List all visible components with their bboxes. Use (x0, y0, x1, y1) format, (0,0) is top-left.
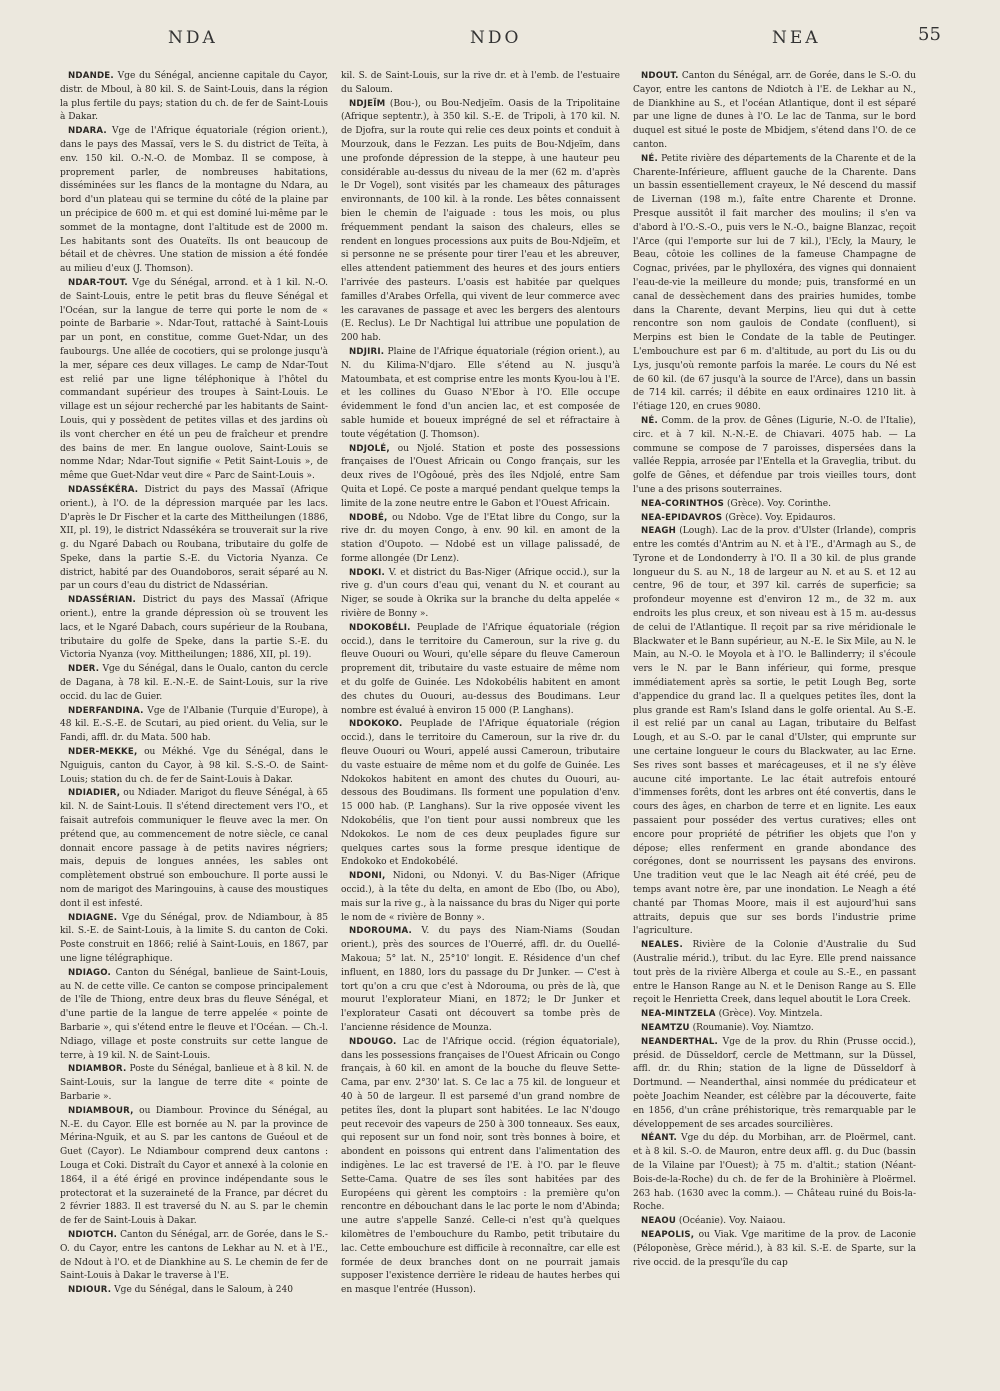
entry-headword: NDIOUR. (68, 1285, 112, 1296)
entry-text: District du pays des Massaï (Afrique orient.), entre la grande dépression où se trouvent les lacs, et le Ngaré Dabach, cours supérieur de la Roubana, tributaire du golfe de Speke, dans la partie S.-E. du Victoria Nyanza (voy. Mittheilungen; 1886, XII, pl. 19). (60, 595, 328, 661)
entry-text: Vge du Sénégal, arrond. et à 1 kil. N.-O. de Saint-Louis, entre le petit bras du fleuve Sénégal et l'Océan, sur la langue de terre qui porte le nom de « pointe de Barbarie ». Ndar-Tout, rattaché à Saint-Louis par un pont, en constitue, comme Guet-Ndar, un des faubourgs. Une allée de cocotiers, qui se prolonge jusqu'à la mer, sépare ces deux villages. Le camp de Ndar-Tout est relié par une ligne téléphonique à l'hôtel du commandant supérieur des troupes à Saint-Louis. Le village est un séjour recherché par les habitants de Saint-Louis, qui y possèdent de petites villas et des jardins où ils vont chercher en été un peu de fraîcheur et prendre des bains de mer. En langue ouolove, Saint-Louis se nomme Ndar; Ndar-Tout signifie « Petit Saint-Louis », de même que Guet-Ndar veut dire « Parc de Saint-Louis ». (60, 277, 328, 482)
dictionary-entry (60, 277, 328, 484)
dictionary-entry (341, 70, 620, 98)
dictionary-entry (633, 1229, 916, 1270)
column-1 (60, 70, 328, 1388)
dictionary-entry (341, 346, 620, 443)
entry-text: V. et district du Bas-Niger (Afrique occid.), sur la rive g. d'un cours d'eau qui, venant du N. et courant au Niger, se soude à Okrika sur la branche du delta appelée « rivière de Bonny ». (341, 567, 620, 620)
dictionary-entry (341, 98, 620, 346)
dictionary-entry (60, 787, 328, 911)
entry-headword: NDJOLÉ, (349, 443, 390, 454)
dictionary-entry (633, 512, 916, 526)
entry-text: (Grèce). Voy. Mintzela. (715, 1009, 823, 1020)
dictionary-entry (60, 705, 328, 746)
entry-text: (Lough). Lac de la prov. d'Ulster (Irlande), compris entre les comtés d'Antrim au N. et à l'E., d'Armagh au S., de Tyrone et de Londonderry à l'O. Il a 30 kil. de plus grande longueur du S. au N., 18 de largeur au N. et au S. et 12 au centre, 96 de tour, et 397 kil. carrés de superficie; sa profondeur moyenne est d'environ 12 m., de 32 m. aux endroits les plus creux, et son niveau est à 15 m. au-dessus de celui de l'Atlantique. Il reçoit par sa rive méridionale le Blackwater et le Bann supérieur, au N.-E. le Six Mile, au N. le Main, au N.-O. le Moyola et à l'O. le Ballinderry; il s'écoule vers le N. par le Bann inférieur, qui forme, presque immédiatement après sa sortie, le petit Lough Beg, sorte d'appendice du grand lac. Il a quelques petites îles, dont la plus grande est Ram's Island dans le golfe oriental. Au S.-E. il est relié par un canal au Lagan, tributaire du Belfast Lough, et au S.-O. par le canal d'Ulster, qui emprunte sur une certaine longueur le cours du Blackwater, au lac Erne. Ses rives sont basses et marécageuses, et il ne s'y élève aucune cité importante. Le lac était autrefois entouré d'immenses forêts, dont les arbres ont été convertis, dans le cours des âges, en charbon de terre et en lignite. Les eaux passaient pour posséder des vertus curatives; elles ont encore pour propriété de pétrifier les objets que l'on y dépose; elles renferment en grande abondance des corégones, dont se nourrissent les paysans des environs. Une tradition veut que le lac Neagh ait été créé, peu de temps avant notre ère, par une inondation. Le Neagh a été chanté par Thomas Moore, mais il est aujourd'hui sans attraits, depuis que sur ses bords l'industrie prime l'agriculture. (633, 526, 916, 937)
entry-text: (Bou-), ou Bou-Nedjeïm. Oasis de la Tripolitaine (Afrique septentr.), à 350 kil. S.-E. de Tripoli, à 170 kil. N. de Djofra, sur la route qui relie ces deux points et conduit à Mourzouk, dans le Fezzan. Les puits de Bou-Ndjeïm, dans une profonde dépression de la steppe, à une hauteur peu considérable au-dessus du niveau de la mer (62 m. d'après le Dr Vogel), sont visités par les chameaux des pâturages environnants, de 100 kil. à la ronde. Les bêtes connaissent bien le chemin de l'aiguade : tous les mois, ou plus fréquemment pendant la saison des chaleurs, elles se rendent en longues processions aux puits de Bou-Ndjeïm, et si personne ne se présente pour tirer l'eau et les abreuver, elles attendent patiemment des heures et des jours entiers l'arrivée des pasteurs. L'oasis est habitée par quelques familles d'Arabes Orfella, qui vivent de leur commerce avec les caravanes de passage et avec les bergers des alentours (E. Reclus). Le Dr Nachtigal lui attribue une population de 200 hab. (341, 98, 620, 344)
dictionary-entry (60, 663, 328, 704)
page-number: 55 (918, 24, 941, 45)
entry-headword: NEA-CORINTHOS (641, 498, 725, 509)
entry-text: Vge du Sénégal, ancienne capitale du Cayor, distr. de Mboul, à 80 kil. S. de Saint-Louis, dans la région la plus fertile du pays; station du ch. de fer de Saint-Louis à Dakar. (60, 71, 328, 123)
entry-headword: NDER. (68, 664, 100, 675)
entry-text: Petite rivière des départements de la Charente et de la Charente-Inférieure, affluent gauche de la Charente. Dans un bassin essentiellement crayeux, le Né descend du massif de Livernan (198 m.), faîte entre Charente et Dronne. Presque aussitôt il fait marcher des moulins; il s'en va d'abord à l'O.-S.-O., puis vers le N.-O., baigne Blanzac, reçoit l'Arce (qui l'emporte sur lui de 7 kil.), l'Ecly, la Maury, le Beau, côtoie les collines de la fameuse Champagne de Cognac, privées, par le phylloxéra, des vignes qui donnaient l'eau-de-vie la meilleure du monde; puis, transformé en un canal de dessèchement dans des prairies humides, tombe dans la Charente, devant Merpins, lieu qui dut à cette rencontre son nom gaulois de Condate (confluent), si Merpins est bien le Condate de la table de Peutinger. L'embouchure est par 6 m. d'altitude, au port du Lis ou du Lys, jusqu'où remonte parfois la marée. Le cours du Né est de 60 kil. (de 67 jusqu'à la source de l'Arce), dans un bassin de 714 kil. carrés; il débite en eaux ordinaires 1210 lit. à l'étiage 120, en crues 9080. (633, 153, 916, 413)
dictionary-entry (341, 443, 620, 512)
entry-text: Vge de la prov. du Rhin (Prusse occid.), présid. de Düsseldorf, cercle de Mettmann, sur la Düssel, affl. dr. du Rhin; station de la ligne de Düsseldorf à Dortmund. — Neanderthal, ainsi nommée du prédicateur et poète Joachim Neander, est célèbre par la découverte, faite en 1856, d'un crâne préhistorique, très remarquable par le développement de ses arcades sourcilières. (633, 1036, 916, 1130)
entry-text: ou Viak. Vge maritime de la prov. de Laconie (Péloponèse, Grèce mérid.), à 83 kil. S.-E. de Sparte, sur la rive occid. de la presqu'île du cap (633, 1229, 916, 1268)
entry-headword: NEAMTZU (641, 1022, 690, 1033)
entry-headword: NEA-EPIDAVROS (641, 512, 723, 523)
dictionary-entry (341, 718, 620, 870)
dictionary-entry (633, 1132, 916, 1215)
entry-text: ou Ndobo. Vge de l'Etat libre du Congo, sur la rive dr. du moyen Congo, à env. 90 kil. en amont de la station d'Oupoto. — Ndobé est un village palissadé, de forme allongée (Dr Lenz). (341, 512, 620, 564)
entry-headword: NDOUT. (641, 71, 679, 81)
entry-headword: NEALES. (641, 940, 683, 951)
dictionary-entry (633, 1036, 916, 1133)
dictionary-entry (341, 512, 620, 567)
entry-text: Vge du dép. du Morbihan, arr. de Ploërmel, cant. et à 8 kil. S.-O. de Mauron, entre deux affl. g. du Duc (bassin de la Vilaine par l'Ouest); à 75 m. d'altit.; station (Néant-Bois-de-la-Roche) du ch. de fer de la Brohinière à Ploërmel. 263 hab. (1630 avec la comm.). — Château ruiné du Bois-la-Roche. (633, 1133, 916, 1213)
dictionary-entry (60, 1063, 328, 1104)
dictionary-entry (60, 746, 328, 787)
dictionary-entry (60, 594, 328, 663)
running-head-right: NEA (772, 28, 821, 48)
entry-text: ou Mékhé. Vge du Sénégal, dans le Nguiguis, canton du Cayor, à 98 kil. S.-S.-O. de Saint-Louis; station du ch. de fer de Saint-Louis à Dakar. (60, 747, 328, 785)
entry-headword: NDOUGO. (349, 1036, 397, 1047)
entry-text: Lac de l'Afrique occid. (région équatoriale), dans les possessions françaises de l'Ouest Africain ou Congo français, à 60 kil. en amont de la bouche du fleuve Sette-Cama, par env. 2°30' lat. S. Ce lac a 75 kil. de longueur et 40 à 50 de largeur. Il est parsemé d'un grand nombre de petites îles, dont la plupart sont habitées. Le lac N'dougo peut recevoir des vapeurs de 250 à 300 tonneaux. Ses eaux, qui reposent sur un fond noir, sont très bonnes à boire, et abondent en poissons qui entrent dans l'alimentation des indigènes. Le lac est traversé de l'E. à l'O. par le fleuve Sette-Cama. Quatre de ses îles sont habitées par des Européens qui gèrent les comptoirs : la première qu'on rencontre en débouchant dans le lac porte le nom d'Abinda; une autre s'appelle Sanzé. Celle-ci n'est qu'à quelques kilomètres de l'embouchure du Rambo, petit tributaire du lac. Cette embouchure est difficile à reconnaître, car elle est formée de deux branches dont on ne pourrait jamais supposer l'existence derrière le rideau de hautes herbes qui en masque l'entrée (Husson). (341, 1036, 620, 1296)
entry-text: Vge du Sénégal, dans le Saloum, à 240 (111, 1285, 294, 1296)
entry-text: Vge de l'Afrique équatoriale (région orient.), dans le pays des Massaï, vers le S. du district de Teïta, à env. 150 kil. O.-N.-O. de Mombaz. Il se compose, à proprement parler, de nombreuses habitations, disséminées sur les flancs de la montagne du Ndara, au bord d'un plateau qui se termine du côté de la plaine par un précipice de 600 m. et qui est dominé lui-même par le sommet de la montagne, dont l'altitude est de 2000 m. Les habitants sont des Ouateïts. Ils ont beaucoup de bétail et de chèvres. Une station de mission a été fondée au milieu d'eux (J. Thomson). (60, 126, 328, 275)
entry-headword: NDIAMBOUR, (68, 1105, 134, 1116)
entry-text: Nidoni, ou Ndonyi. V. du Bas-Niger (Afrique occid.), à la tête du delta, en amont de Ebo (Ibo, ou Abo), mais sur la rive g., à la naissance du bras du Niger qui porte le nom de « rivière de Bonny ». (341, 871, 620, 923)
entry-headword: NEAPOLIS, (641, 1229, 695, 1240)
entry-text: (Grèce). Voy. Epidauros. (722, 512, 836, 523)
dictionary-entry (633, 939, 916, 1008)
dictionary-entry (633, 153, 916, 415)
dictionary-entry (633, 415, 916, 498)
entry-text: Canton du Sénégal, arr. de Gorée, dans le S.-O. du Cayor, entre les cantons de Ndiotch à l'E. de Lekhar au N., de Diankhine au S., et l'océan Atlantique, dont il est séparé par une ligne de dunes à l'O. Le lac de Tanma, sur le bord duquel est situé le poste de Mbidjem, s'étend dans l'O. de ce canton. (633, 71, 916, 150)
dictionary-entry (60, 912, 328, 967)
entry-headword: NÉ. (641, 415, 658, 426)
entry-headword: NDARA. (68, 126, 107, 137)
entry-headword: NDERFANDINA. (68, 705, 144, 716)
entry-headword: NEAGH (641, 526, 676, 537)
entry-text: (Grèce). Voy. Corinthe. (724, 498, 831, 509)
entry-text: Vge du Sénégal, prov. de Ndiambour, à 85 kil. S.-E. de Saint-Louis, à la limite S. du canton de Coki. Poste construit en 1866; relié à Saint-Louis, en 1867, par une ligne télégraphique. (60, 912, 328, 964)
column-3 (633, 70, 916, 1388)
entry-text: kil. S. de Saint-Louis, sur la rive dr. et à l'emb. de l'estuaire du Saloum. (341, 71, 620, 95)
entry-headword: NDIOTCH. (68, 1229, 118, 1240)
entry-headword: NDONI, (349, 871, 386, 882)
entry-text: Vge du Sénégal, dans le Oualo, canton du cercle de Dagana, à 78 kil. E.-N.-E. de Saint-Louis, sur la rive occid. du lac de Guier. (60, 664, 328, 702)
entry-headword: NDIAGNE. (68, 912, 118, 923)
entry-text: Plaine de l'Afrique équatoriale (région orient.), au N. du Kilima-N'djaro. Elle s'étend au N. jusqu'à Matoumbata, et est comprise entre les monts Kyou-lou à l'E. et les collines du Guaso N'Ebor à l'O. Elle occupe évidemment le fond d'un ancien lac, et est composée de sable humide et boueux imprégné de sel et réfractaire à toute végétation (J. Thomson). (341, 346, 620, 440)
dictionary-entry (633, 525, 916, 939)
dictionary-entry (60, 484, 328, 594)
entry-headword: NÉANT. (641, 1133, 677, 1144)
entry-headword: NDJIRI. (349, 346, 385, 357)
entry-text: Vge de l'Albanie (Turquie d'Europe), à 48 kil. E.-S.-E. de Scutari, au pied orient. du Velia, sur le Fandi, affl. dr. du Mata. 500 hab. (60, 705, 328, 744)
entry-headword: NDASSÉRIAN. (68, 595, 136, 606)
entry-headword: NDOROUMA. (349, 926, 412, 937)
entry-headword: NDER-MEKKE, (68, 747, 138, 758)
entry-headword: NDOKOKO. (349, 719, 403, 730)
dictionary-entry (60, 125, 328, 277)
entry-headword: NDANDE. (68, 71, 114, 81)
entry-headword: NDIAGO. (68, 967, 112, 978)
entry-headword: NDIAMBOR. (68, 1064, 127, 1075)
entry-headword: NÉ. (641, 153, 658, 164)
entry-text: ou Njolé. Station et poste des possessions françaises de l'Ouest Africain ou Congo français, sur les deux rives de l'Ogôoué, près des îles Ndjolé, entre Sam Quita et Lopé. Ce poste a marqué pendant quelque temps la limite de la zone neutre entre le Gabon et l'Ouest Africain. (341, 443, 620, 509)
entry-text: ou Ndiader. Marigot du fleuve Sénégal, à 65 kil. N. de Saint-Louis. Il s'étend directement vers l'O., et faisait autrefois communiquer le fleuve avec la mer. On prétend que, au commencement de notre siècle, ce canal donnait encore passage à de petits navires négriers; mais, depuis de longues années, les sables ont complètement obstrué son embouchure. Il porte aussi le nom de marigot des Maringouins, à cause des moustiques dont il est infesté. (60, 788, 328, 909)
entry-text: Poste du Sénégal, banlieue et à 8 kil. N. de Saint-Louis, sur la langue de terre dite « pointe de Barbarie ». (60, 1064, 328, 1102)
column-2 (341, 70, 620, 1388)
entry-headword: NDOKOBÉLI. (349, 622, 411, 633)
dictionary-entry (633, 1008, 916, 1022)
dictionary-entry (341, 1036, 620, 1298)
entry-headword: NDAR-TOUT. (68, 277, 128, 288)
running-head-center: NDO (470, 28, 522, 48)
dictionary-entry (60, 1105, 328, 1229)
dictionary-entry (633, 498, 916, 512)
dictionary-entry (341, 622, 620, 719)
entry-headword: NEAOU (641, 1216, 676, 1227)
dictionary-entry (341, 567, 620, 622)
dictionary-entry (60, 70, 328, 125)
entry-headword: NDIADIER, (68, 788, 121, 799)
entry-headword: NDJEÏM (349, 98, 386, 109)
entry-text: (Roumanie). Voy. Niamtzo. (689, 1022, 814, 1033)
entry-headword: NDOBÉ, (349, 512, 388, 523)
dictionary-entry (60, 1229, 328, 1284)
entry-headword: NEA-MINTZELA (641, 1009, 716, 1020)
dictionary-entry (60, 967, 328, 1064)
entry-text: ou Diambour. Province du Sénégal, au N.-E. du Cayor. Elle est bornée au N. par la province de Mérina-Nguik, et au S. par les cantons de Guéoul et de Guet (Cayor). Le Ndiambour comprend deux cantons : Louga et Coki. Distraît du Cayor et annexé à la colonie en 1864, il a été érigé en province indépendante sous le protectorat et la suzeraineté de la France, par décret du 2 février 1883. Il est traversé du N. au S. par le chemin de fer de Saint-Louis à Dakar. (60, 1105, 328, 1227)
entry-text: Canton du Sénégal, banlieue de Saint-Louis, au N. de cette ville. Ce canton se compose principalement de l'île de Thiong, entre deux bras du fleuve Sénégal, et d'une partie de la langue de terre appelée « pointe de Barbarie », qui s'étend entre le fleuve et l'Océan. — Ch.-l. Ndiago, village et poste construits sur cette langue de terre, à 19 kil. N. de Saint-Louis. (60, 967, 328, 1061)
dictionary-entry (60, 1284, 328, 1298)
dictionary-entry (341, 925, 620, 1035)
dictionary-entry (633, 1215, 916, 1229)
entry-headword: NEANDERTHAL. (641, 1036, 718, 1047)
dictionary-entry (341, 870, 620, 925)
entry-text: Rivière de la Colonie d'Australie du Sud (Australie mérid.), tribut. du lac Eyre. Elle prend naissance tout près de la rivière Alberga et coule au S.-E., en passant entre le Hanson Range au N. et le Denison Range au S. Elle reçoit le Henrietta Creek, dans lequel aboutit le Lora Creek. (633, 940, 916, 1006)
entry-text: V. du pays des Niam-Niams (Soudan orient.), près des sources de l'Ouerré, affl. dr. du Ouellé-Makoua; 5° lat. N., 25°10' longit. E. Résidence d'un chef influent, en 1880, lors du passage du Dr Junker. — C'est à tort qu'on a cru que c'est à Ndorouma, ou près de là, que mourut l'explorateur Miani, en 1872; le Dr Junker et l'explorateur Casati ont découvert sa tombe près de l'ancienne résidence de Mounza. (341, 926, 620, 1033)
entry-text: (Océanie). Voy. Naiaou. (676, 1216, 786, 1227)
entry-text: Canton du Sénégal, arr. de Gorée, dans le S.-O. du Cayor, entre les cantons de Lekhar au N. et à l'E., de Ndout à l'O. et de Diankhine au S. Le chemin de fer de Saint-Louis à Dakar le traverse à l'E. (60, 1229, 328, 1282)
entry-headword: NDOKI. (349, 567, 385, 578)
entry-text: Peuplade de l'Afrique équatoriale (région occid.), dans le territoire du Cameroun, sur la rive g. du fleuve Ououri ou Wouri, qu'elle sépare du fleuve Cameroun proprement dit, tributaire du vaste estuaire de même nom et du golfe de Guinée. Les Ndokobélis habitent en amont des chutes du Ououri, au-dessus des Boudimans. Leur nombre est évalué à environ 15 000 (P. Langhans). (341, 622, 620, 716)
dictionary-entry (633, 1022, 916, 1036)
entry-text: District du pays des Massaï (Afrique orient.), à l'O. de la dépression marquée par les lacs. D'après le Dr Fischer et la carte des Mittheilungen (1886, XII, pl. 19), le district Ndassékéra se trouverait sur la rive g. du Ngaré Dabach ou Roubana, tributaire du golfe de Speke, dans la partie S.-E. du Victoria Nyanza. Ce district, habité par des Ouandoboros, serait séparé au N. par un cours d'eau du district de Ndassérian. (60, 484, 328, 592)
entry-headword: NDASSÉKÉRA. (68, 484, 139, 495)
dictionary-entry (633, 70, 916, 153)
running-head-left: NDA (168, 28, 218, 48)
entry-text: Peuplade de l'Afrique équatoriale (région occid.), dans le territoire du Cameroun, sur la rive dr. du fleuve Ououri ou Wouri, appelé aussi Cameroun, tributaire du vaste estuaire de même nom et du golfe de Guinée. Les Ndokokos habitent en amont des chutes du Ououri, au-dessous des Boudimans. Ils forment une population d'env. 15 000 hab. (P. Langhans). Sur la rive opposée vivent les Ndokobélis, que l'on tient pour aussi nombreux que les Ndokokos. Le nom de ces deux peuplades figure sur quelques cartes sous la forme presque identique de Endokoko et Endokobélé. (341, 719, 620, 868)
entry-text: Comm. de la prov. de Gênes (Ligurie, N.-O. de l'Italie), circ. et à 7 kil. N.-N.-E. de Chiavari. 4075 hab. — La commune se compose de 7 paroisses, dispersées dans la vallée Reppia, arrosée par l'Entella et la Graveglia, tribut. du golfe de Gênes, et défendue par trois vieilles tours, dont l'une a des prisons souterraines. (633, 415, 916, 495)
